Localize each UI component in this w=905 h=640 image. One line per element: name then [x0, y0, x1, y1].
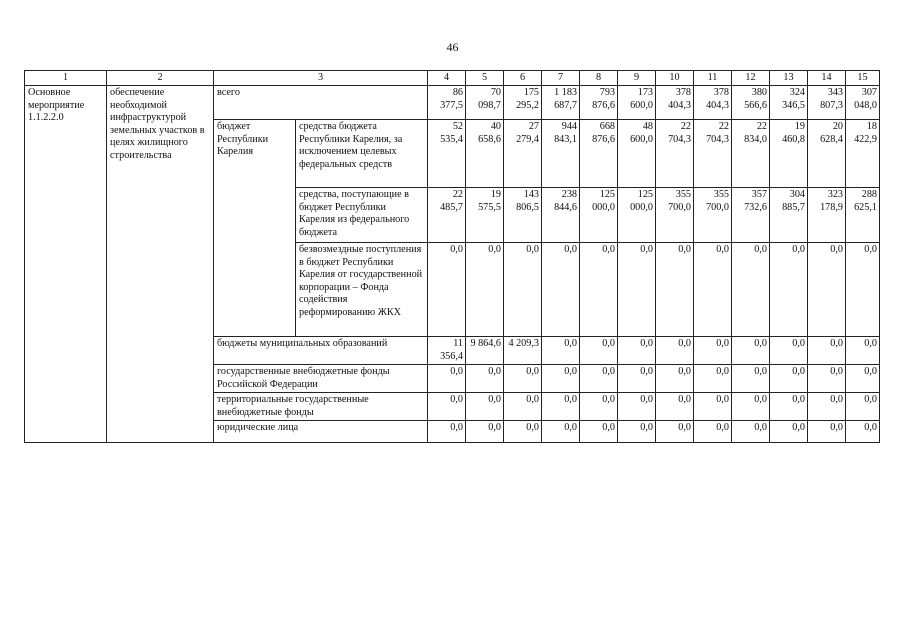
- value-cell: 0,0: [732, 365, 770, 393]
- column-header: 9: [618, 71, 656, 86]
- value-cell: 0,0: [808, 337, 846, 365]
- value-cell: 173 600,0: [618, 86, 656, 120]
- value-cell: 355 700,0: [656, 188, 694, 243]
- column-header: 2: [107, 71, 214, 86]
- value-cell: 175 295,2: [504, 86, 542, 120]
- value-cell: 4 209,3: [504, 337, 542, 365]
- row-label: территориальные государственные внебюджетные фонды: [214, 393, 428, 421]
- value-cell: 20 628,4: [808, 120, 846, 188]
- value-cell: 22 485,7: [428, 188, 466, 243]
- value-cell: 19 575,5: [466, 188, 504, 243]
- value-cell: 0,0: [694, 337, 732, 365]
- column-header: 3: [214, 71, 428, 86]
- value-cell: 1 183 687,7: [542, 86, 580, 120]
- page-number: 46: [446, 40, 459, 54]
- column-header: 15: [846, 71, 880, 86]
- value-cell: 0,0: [580, 421, 618, 443]
- column-header: 13: [770, 71, 808, 86]
- value-cell: 304 885,7: [770, 188, 808, 243]
- value-cell: 9 864,6: [466, 337, 504, 365]
- funding-table: [24, 70, 880, 443]
- value-cell: 668 876,6: [580, 120, 618, 188]
- column-header: 6: [504, 71, 542, 86]
- row-label: средства, поступающие в бюджет Республики Карелия из федерального бюджета: [296, 188, 428, 243]
- value-cell: 0,0: [504, 421, 542, 443]
- value-cell: 0,0: [504, 365, 542, 393]
- value-cell: 0,0: [428, 365, 466, 393]
- value-cell: 0,0: [542, 243, 580, 337]
- column-header: 12: [732, 71, 770, 86]
- value-cell: 0,0: [808, 421, 846, 443]
- value-cell: 0,0: [656, 393, 694, 421]
- value-cell: 0,0: [656, 337, 694, 365]
- value-cell: 0,0: [846, 421, 880, 443]
- value-cell: 22 704,3: [694, 120, 732, 188]
- value-cell: 0,0: [618, 421, 656, 443]
- value-cell: 357 732,6: [732, 188, 770, 243]
- value-cell: 380 566,6: [732, 86, 770, 120]
- value-cell: 0,0: [770, 365, 808, 393]
- row-label: бюджеты муниципальных образований: [214, 337, 428, 365]
- value-cell: 125 000,0: [580, 188, 618, 243]
- value-cell: 238 844,6: [542, 188, 580, 243]
- value-cell: 0,0: [808, 393, 846, 421]
- value-cell: 0,0: [542, 421, 580, 443]
- value-cell: 0,0: [580, 337, 618, 365]
- value-cell: 0,0: [656, 243, 694, 337]
- column-header: 11: [694, 71, 732, 86]
- value-cell: 0,0: [846, 393, 880, 421]
- value-cell: 324 346,5: [770, 86, 808, 120]
- value-cell: 323 178,9: [808, 188, 846, 243]
- value-cell: 40 658,6: [466, 120, 504, 188]
- value-cell: 0,0: [428, 393, 466, 421]
- value-cell: 0,0: [618, 243, 656, 337]
- value-cell: 22 704,3: [656, 120, 694, 188]
- value-cell: 19 460,8: [770, 120, 808, 188]
- value-cell: 52 535,4: [428, 120, 466, 188]
- column-header: 4: [428, 71, 466, 86]
- event-name: Основное мероприятие 1.1.2.2.0: [25, 86, 107, 443]
- value-cell: 0,0: [428, 243, 466, 337]
- value-cell: 0,0: [770, 393, 808, 421]
- value-cell: 0,0: [770, 421, 808, 443]
- value-cell: 0,0: [466, 365, 504, 393]
- column-header: 10: [656, 71, 694, 86]
- value-cell: 343 807,3: [808, 86, 846, 120]
- row-label: всего: [214, 86, 428, 120]
- value-cell: 70 098,7: [466, 86, 504, 120]
- table-row: [25, 86, 880, 120]
- value-cell: 307 048,0: [846, 86, 880, 120]
- value-cell: 0,0: [808, 365, 846, 393]
- value-cell: 0,0: [846, 243, 880, 337]
- value-cell: 0,0: [808, 243, 846, 337]
- value-cell: 0,0: [694, 365, 732, 393]
- value-cell: 0,0: [846, 337, 880, 365]
- column-header: 14: [808, 71, 846, 86]
- value-cell: 0,0: [694, 393, 732, 421]
- row-label: государственные внебюджетные фонды Российской Федерации: [214, 365, 428, 393]
- column-header: 1: [25, 71, 107, 86]
- column-header: 5: [466, 71, 504, 86]
- value-cell: 0,0: [732, 337, 770, 365]
- value-cell: 0,0: [542, 337, 580, 365]
- value-cell: 793 876,6: [580, 86, 618, 120]
- value-cell: 143 806,5: [504, 188, 542, 243]
- row-label: безвозмездные поступления в бюджет Республики Карелия от государственной корпорации – Фонда содействия реформированию ЖКХ: [296, 243, 428, 337]
- value-cell: 27 279,4: [504, 120, 542, 188]
- value-cell: 0,0: [428, 421, 466, 443]
- value-cell: 378 404,3: [656, 86, 694, 120]
- value-cell: 0,0: [618, 365, 656, 393]
- value-cell: 0,0: [466, 393, 504, 421]
- value-cell: 48 600,0: [618, 120, 656, 188]
- value-cell: 355 700,0: [694, 188, 732, 243]
- value-cell: 0,0: [846, 365, 880, 393]
- value-cell: 0,0: [618, 337, 656, 365]
- value-cell: 0,0: [694, 243, 732, 337]
- value-cell: 0,0: [542, 393, 580, 421]
- value-cell: 0,0: [732, 421, 770, 443]
- value-cell: 0,0: [770, 243, 808, 337]
- value-cell: 0,0: [504, 393, 542, 421]
- value-cell: 11 356,4: [428, 337, 466, 365]
- value-cell: 0,0: [580, 243, 618, 337]
- value-cell: 125 000,0: [618, 188, 656, 243]
- value-cell: 0,0: [618, 393, 656, 421]
- column-header: 8: [580, 71, 618, 86]
- group-label: бюджет Республики Карелия: [214, 120, 296, 337]
- row-label: юридические лица: [214, 421, 428, 443]
- value-cell: 0,0: [770, 337, 808, 365]
- value-cell: 0,0: [732, 393, 770, 421]
- event-description: обеспечение необходимой инфраструктурой земельных участков в целях жилищного строительства: [107, 86, 214, 443]
- value-cell: 0,0: [732, 243, 770, 337]
- value-cell: 0,0: [466, 421, 504, 443]
- value-cell: 0,0: [580, 365, 618, 393]
- value-cell: 0,0: [656, 421, 694, 443]
- value-cell: 0,0: [656, 365, 694, 393]
- value-cell: 86 377,5: [428, 86, 466, 120]
- header-row: [25, 71, 880, 86]
- column-header: 7: [542, 71, 580, 86]
- value-cell: 378 404,3: [694, 86, 732, 120]
- row-label: средства бюджета Республики Карелия, за исключением целевых федеральных средств: [296, 120, 428, 188]
- value-cell: 0,0: [694, 421, 732, 443]
- value-cell: 944 843,1: [542, 120, 580, 188]
- value-cell: 0,0: [504, 243, 542, 337]
- value-cell: 0,0: [466, 243, 504, 337]
- value-cell: 0,0: [542, 365, 580, 393]
- value-cell: 0,0: [580, 393, 618, 421]
- value-cell: 288 625,1: [846, 188, 880, 243]
- value-cell: 18 422,9: [846, 120, 880, 188]
- value-cell: 22 834,0: [732, 120, 770, 188]
